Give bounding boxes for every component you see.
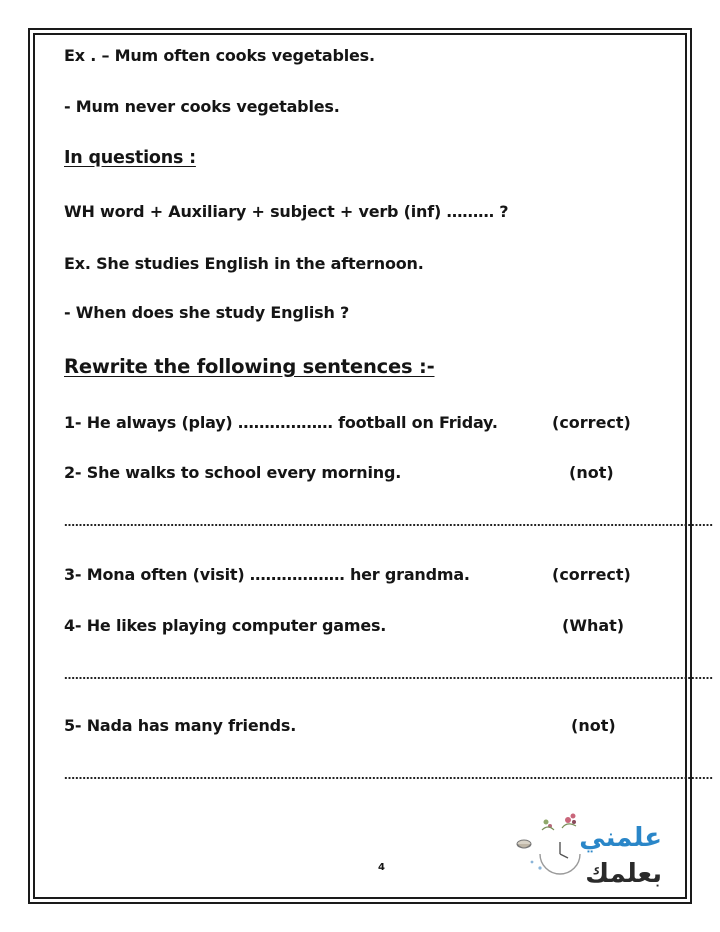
exercise-hint-2: (not) — [569, 463, 614, 482]
exercise-item-4: 4- He likes playing computer games. — [64, 616, 387, 635]
answer-line-2: …………………………………………………………………………………………………………………………………………………………… — [64, 516, 713, 529]
negative-answer: - Mum never cooks vegetables. — [64, 97, 340, 116]
question-answer: - When does she study English ? — [64, 303, 350, 322]
page-number: 4 — [378, 862, 385, 873]
site-logo — [512, 806, 668, 892]
exercise-hint-3: (correct) — [552, 565, 631, 584]
cup-icon — [517, 840, 531, 848]
exercise-hint-4: (What) — [562, 616, 625, 635]
question-rule: WH word + Auxiliary + subject + verb (inf) ……… ? — [64, 202, 509, 221]
logo-line-1: علمني — [579, 823, 662, 853]
clock-icon — [531, 842, 580, 874]
exercise-item-3: 3- Mona often (visit) ……………… her grandma. — [64, 565, 470, 584]
exercise-item-5: 5- Nada has many friends. — [64, 716, 297, 735]
exercise-hint-1: (correct) — [552, 413, 631, 432]
negative-example: Ex . – Mum often cooks vegetables. — [64, 46, 375, 65]
answer-line-5: …………………………………………………………………………………………………………………………………………………………… — [64, 769, 713, 782]
logo-line-2: بعلمك — [585, 859, 662, 889]
exercise-heading: Rewrite the following sentences :- — [64, 355, 435, 378]
answer-line-4: …………………………………………………………………………………………………………………………………………………………… — [64, 669, 713, 682]
question-example: Ex. She studies English in the afternoon. — [64, 254, 424, 273]
exercise-hint-5: (not) — [571, 716, 616, 735]
flower-decoration-icon — [542, 814, 576, 831]
exercise-item-1: 1- He always (play) ……………… football on Friday. — [64, 413, 498, 432]
questions-heading: In questions : — [64, 148, 196, 168]
exercise-item-2: 2- She walks to school every morning. — [64, 463, 402, 482]
